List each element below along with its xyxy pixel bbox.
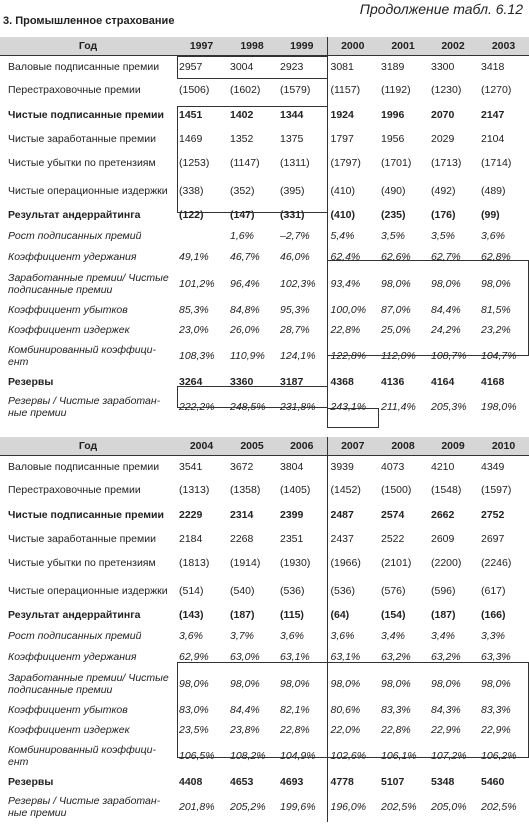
value-cell: 28,7%: [280, 323, 310, 336]
value-cell: 3,4%: [431, 630, 455, 642]
value-cell: 104,7%: [481, 349, 517, 362]
value-cell: 22,8%: [327, 320, 378, 340]
value-cell: 2029: [431, 132, 455, 145]
value-cell: 1344: [280, 108, 304, 121]
value-cell: 3,7%: [230, 630, 254, 642]
table-row: [0, 647, 529, 668]
value-cell: 2697: [481, 532, 505, 545]
table-row: [0, 392, 529, 422]
value-cell: (490): [381, 184, 406, 197]
year-cell: 2010: [478, 437, 529, 456]
value-cell: 4368: [327, 372, 378, 392]
row-label: Перестраховочные премии: [8, 483, 141, 496]
row-label: Результат андеррайтинга: [8, 209, 141, 221]
value-cell: (1797): [327, 149, 378, 177]
value-cell: 202,5%: [481, 800, 517, 813]
value-cell: 62,9%: [179, 651, 209, 663]
value-cell: (2246): [481, 556, 512, 569]
value-cell: 1924: [327, 101, 378, 129]
value-cell: 4653: [230, 775, 254, 788]
value-cell: 2184: [179, 532, 203, 545]
value-cell: 83,3%: [481, 703, 511, 716]
year-cell: 2000: [327, 37, 378, 56]
value-cell: (489): [481, 184, 506, 197]
value-cell: (1270): [481, 83, 512, 96]
value-cell: (1500): [381, 483, 412, 496]
value-cell: 2923: [277, 56, 327, 79]
value-cell: (1452): [327, 479, 378, 501]
row-label: Чистые подписанные премии: [8, 508, 164, 521]
value-cell: (1602): [230, 83, 261, 96]
value-cell: 2399: [280, 508, 304, 521]
continuation-note: Продолжение табл. 6.12: [359, 1, 523, 17]
value-cell: (154): [381, 609, 406, 621]
value-cell: 4168: [481, 375, 505, 388]
value-cell: 198,0%: [481, 400, 517, 413]
value-cell: (147): [230, 209, 255, 221]
value-cell: 112,0%: [381, 349, 416, 362]
table-row: [0, 129, 529, 149]
value-cell: 98,0%: [381, 677, 411, 690]
value-cell: 3,3%: [481, 630, 505, 642]
row-label: Коэффициент издержек: [8, 323, 130, 336]
value-cell: 102,3%: [280, 277, 316, 290]
year-cell: 2002: [428, 37, 478, 56]
year-header: Год: [0, 437, 176, 456]
value-cell: 46,0%: [280, 251, 310, 263]
table-row: [0, 205, 529, 226]
value-cell: 98,0%: [481, 677, 511, 690]
row-label: Валовые подписанные премии: [0, 456, 176, 479]
value-cell: (187): [431, 609, 456, 621]
row-label: Комбинированный коэффици- ент: [8, 343, 156, 368]
value-cell: 84,8%: [230, 303, 260, 316]
value-cell: (1930): [280, 556, 311, 569]
value-cell: (1548): [431, 483, 462, 496]
value-cell: (176): [431, 209, 456, 221]
year-cell: 2004: [176, 437, 227, 456]
year-cell: 2005: [227, 437, 277, 456]
value-cell: 62,4%: [327, 247, 378, 268]
value-cell: (1230): [431, 83, 462, 96]
value-cell: (617): [481, 584, 506, 597]
value-cell: 98,0%: [280, 677, 310, 690]
value-cell: 1956: [381, 132, 405, 145]
value-cell: (1147): [230, 156, 260, 169]
value-cell: (540): [230, 584, 255, 597]
value-cell: 98,0%: [431, 677, 461, 690]
value-cell: 3672: [227, 456, 277, 479]
value-cell: 83,0%: [179, 703, 209, 716]
row-label: Коэффициент удержания: [8, 251, 137, 263]
table-row: [0, 300, 529, 320]
value-cell: 106,5%: [179, 749, 215, 762]
table-row: [0, 56, 529, 79]
value-cell: 205,3%: [431, 400, 467, 413]
value-cell: 3189: [378, 56, 428, 79]
table-row: [0, 720, 529, 740]
year-header: Год: [0, 37, 176, 56]
row-label: Комбинированный коэффици- ент: [8, 743, 156, 768]
value-cell: 23,5%: [179, 723, 209, 736]
value-cell: (64): [327, 605, 378, 626]
table-row: [0, 626, 529, 647]
row-label: Коэффициент убытков: [8, 703, 128, 716]
value-cell: (143): [179, 609, 204, 621]
table-row: [0, 792, 529, 822]
value-cell: 107,2%: [431, 749, 467, 762]
value-cell: –2,7%: [280, 230, 310, 242]
value-cell: 3,6%: [481, 230, 505, 242]
year-cell: 2009: [428, 437, 478, 456]
value-cell: (576): [381, 584, 406, 597]
value-cell: (1192): [381, 83, 411, 96]
value-cell: 106,1%: [381, 749, 417, 762]
value-cell: (1405): [280, 483, 311, 496]
row-label: Чистые убытки по претензиям: [8, 156, 156, 169]
row-label: Результат андеррайтинга: [8, 609, 141, 621]
year-cell: 2003: [478, 37, 529, 56]
value-cell: (1701): [381, 156, 412, 169]
value-cell: 3004: [227, 56, 277, 79]
value-cell: (1358): [230, 483, 261, 496]
value-cell: 124,1%: [280, 349, 316, 362]
table-row: [0, 740, 529, 772]
year-cell: 1999: [277, 37, 327, 56]
row-label: Перестраховочные премии: [8, 83, 141, 96]
value-cell: 3,5%: [381, 230, 405, 242]
value-cell: 93,4%: [327, 268, 378, 300]
table-row: [0, 700, 529, 720]
value-cell: 98,0%: [381, 277, 411, 290]
value-cell: 26,0%: [230, 323, 260, 336]
row-label: Чистые заработанные премии: [8, 532, 156, 545]
value-cell: 108,3%: [179, 349, 215, 362]
value-cell: (395): [280, 184, 305, 197]
value-cell: 100,0%: [327, 300, 378, 320]
value-cell: 108,7%: [431, 349, 467, 362]
table-row: [0, 247, 529, 268]
value-cell: 2574: [381, 508, 405, 521]
value-cell: 122,8%: [327, 340, 378, 372]
value-cell: 3360: [230, 375, 254, 388]
value-cell: 2957: [176, 56, 227, 79]
value-cell: 62,8%: [481, 251, 511, 263]
value-cell: 110,9%: [230, 349, 265, 362]
value-cell: (1311): [280, 156, 310, 169]
value-cell: 102,6%: [327, 740, 378, 772]
value-cell: (1157): [327, 79, 378, 101]
value-cell: 1451: [179, 108, 203, 121]
value-cell: 83,3%: [381, 703, 411, 716]
value-cell: 3081: [327, 56, 378, 79]
value-cell: 243,1%: [327, 392, 378, 422]
value-cell: 98,0%: [481, 277, 511, 290]
value-cell: (492): [431, 184, 456, 197]
value-cell: 63,2%: [381, 651, 411, 663]
value-cell: (166): [481, 609, 506, 621]
table-row: [0, 372, 529, 392]
value-cell: 2662: [431, 508, 455, 521]
value-cell: 106,2%: [481, 749, 517, 762]
row-label: Чистые операционные издержки: [8, 584, 168, 597]
value-cell: 5107: [381, 775, 405, 788]
table-row: [0, 226, 529, 247]
value-cell: 1469: [179, 132, 203, 145]
row-label: Коэффициент удержания: [8, 651, 137, 663]
value-cell: [176, 226, 227, 247]
value-cell: 199,6%: [280, 800, 316, 813]
row-label: Чистые убытки по претензиям: [8, 556, 156, 569]
value-cell: 62,6%: [381, 251, 411, 263]
value-cell: (1506): [179, 83, 210, 96]
value-cell: (1253): [179, 156, 210, 169]
value-cell: 2070: [431, 108, 455, 121]
value-cell: 5460: [481, 775, 505, 788]
value-cell: 211,4%: [381, 400, 416, 413]
value-cell: (338): [179, 184, 204, 197]
value-cell: 3,5%: [431, 230, 455, 242]
value-cell: 23,0%: [179, 323, 209, 336]
table-row: [0, 149, 529, 177]
value-cell: 104,9%: [280, 749, 316, 762]
value-cell: 101,2%: [179, 277, 215, 290]
value-cell: 3418: [478, 56, 529, 79]
value-cell: 98,0%: [179, 677, 209, 690]
value-cell: (596): [431, 584, 456, 597]
value-cell: 23,8%: [230, 723, 260, 736]
row-label: Резервы / Чистые заработан- ные премии: [8, 794, 161, 819]
value-cell: (187): [230, 609, 255, 621]
value-cell: 22,9%: [481, 723, 511, 736]
value-cell: 63,1%: [280, 651, 310, 663]
value-cell: 25,0%: [381, 323, 411, 336]
value-cell: 24,2%: [431, 323, 461, 336]
value-cell: 2147: [481, 108, 505, 121]
row-label: Коэффициент издержек: [8, 723, 130, 736]
value-cell: 108,2%: [230, 749, 266, 762]
row-label: Коэффициент убытков: [8, 303, 128, 316]
value-cell: 2752: [481, 508, 505, 521]
value-cell: 1352: [230, 132, 254, 145]
value-cell: 96,4%: [230, 277, 260, 290]
value-cell: 2437: [327, 529, 378, 549]
value-cell: 205,0%: [431, 800, 467, 813]
year-cell: 2001: [378, 37, 428, 56]
value-cell: 2351: [280, 532, 304, 545]
table-row: [0, 320, 529, 340]
table-row: [0, 177, 529, 205]
table-row: [0, 772, 529, 792]
value-cell: 4073: [378, 456, 428, 479]
value-cell: 22,9%: [431, 723, 461, 736]
value-cell: 2487: [327, 501, 378, 529]
value-cell: 2229: [179, 508, 203, 521]
value-cell: 3187: [280, 375, 304, 388]
value-cell: 80,6%: [327, 700, 378, 720]
table-row: [0, 479, 529, 501]
value-cell: (2200): [431, 556, 462, 569]
value-cell: (1914): [230, 556, 261, 569]
row-label: Чистые подписанные премии: [8, 108, 164, 121]
value-cell: (352): [230, 184, 255, 197]
value-cell: 84,4%: [230, 703, 260, 716]
table-row: [0, 549, 529, 577]
value-cell: 248,5%: [230, 400, 266, 413]
value-cell: 3,6%: [327, 626, 378, 647]
value-cell: 5348: [431, 775, 455, 788]
value-cell: 63,0%: [230, 651, 260, 663]
value-cell: 95,3%: [280, 303, 310, 316]
value-cell: 3541: [176, 456, 227, 479]
table-1997-2003: [0, 37, 529, 422]
value-cell: 98,0%: [431, 277, 461, 290]
value-cell: 2522: [381, 532, 405, 545]
value-cell: 63,1%: [327, 647, 378, 668]
value-cell: 4136: [381, 375, 405, 388]
year-cell: 2007: [327, 437, 378, 456]
value-cell: 222,2%: [179, 400, 215, 413]
value-cell: (410): [327, 177, 378, 205]
value-cell: 84,3%: [431, 703, 461, 716]
value-cell: 4693: [280, 775, 304, 788]
table-header-row: [0, 437, 529, 456]
value-cell: 82,1%: [280, 703, 310, 716]
value-cell: 4164: [431, 375, 455, 388]
table-2004-2010: [0, 437, 529, 822]
value-cell: 46,7%: [230, 251, 260, 263]
value-cell: 84,4%: [431, 303, 461, 316]
table-header-row: [0, 37, 529, 56]
value-cell: 63,2%: [431, 651, 461, 663]
value-cell: (2101): [381, 556, 412, 569]
value-cell: 231,8%: [280, 400, 316, 413]
value-cell: (536): [327, 577, 378, 605]
value-cell: 1375: [280, 132, 304, 145]
row-label: Заработанные премии/ Чистые подписанные премии: [8, 671, 169, 696]
value-cell: 98,0%: [230, 677, 260, 690]
value-cell: 4210: [428, 456, 478, 479]
row-label: Заработанные премии/ Чистые подписанные премии: [8, 271, 169, 296]
value-cell: 87,0%: [381, 303, 411, 316]
value-cell: 62,7%: [431, 251, 461, 263]
value-cell: 3939: [327, 456, 378, 479]
table-row: [0, 456, 529, 479]
value-cell: 49,1%: [179, 251, 209, 263]
value-cell: (331): [280, 209, 305, 221]
table-row: [0, 605, 529, 626]
value-cell: (1313): [179, 483, 210, 496]
value-cell: 22,8%: [381, 723, 411, 736]
value-cell: (1597): [481, 483, 512, 496]
value-cell: 196,0%: [327, 792, 378, 822]
value-cell: 23,2%: [481, 323, 511, 336]
value-cell: 3,4%: [381, 630, 405, 642]
value-cell: 4408: [179, 775, 203, 788]
year-cell: 2006: [277, 437, 327, 456]
value-cell: (1579): [280, 83, 311, 96]
value-cell: 98,0%: [327, 668, 378, 700]
value-cell: (1713): [431, 156, 462, 169]
row-label: Чистые заработанные премии: [8, 132, 156, 145]
value-cell: (536): [280, 584, 305, 597]
value-cell: (122): [179, 209, 204, 221]
value-cell: 22,8%: [280, 723, 310, 736]
value-cell: (1714): [481, 156, 512, 169]
value-cell: (514): [179, 584, 204, 597]
row-label: Резервы: [8, 375, 54, 388]
table-row: [0, 79, 529, 101]
year-cell: 1997: [176, 37, 227, 56]
year-cell: 1998: [227, 37, 277, 56]
value-cell: (410): [327, 205, 378, 226]
table-row: [0, 101, 529, 129]
value-cell: 4778: [327, 772, 378, 792]
value-cell: 3300: [428, 56, 478, 79]
value-cell: 2314: [230, 508, 254, 521]
value-cell: 205,2%: [230, 800, 266, 813]
value-cell: 201,8%: [179, 800, 215, 813]
value-cell: 5,4%: [327, 226, 378, 247]
value-cell: (99): [481, 209, 500, 221]
row-label: Рост подписанных премий: [8, 630, 142, 642]
table-row: [0, 501, 529, 529]
row-label: Чистые операционные издержки: [8, 184, 168, 197]
table-row: [0, 529, 529, 549]
value-cell: 3,6%: [280, 630, 304, 642]
value-cell: (1966): [327, 549, 378, 577]
table-row: [0, 340, 529, 372]
value-cell: 3,6%: [179, 630, 203, 642]
value-cell: 63,3%: [481, 651, 511, 663]
value-cell: 2104: [481, 132, 505, 145]
value-cell: (1813): [179, 556, 210, 569]
value-cell: 3264: [179, 375, 203, 388]
row-label: Рост подписанных премий: [8, 230, 142, 242]
year-cell: 2008: [378, 437, 428, 456]
value-cell: 1,6%: [230, 230, 254, 242]
value-cell: 202,5%: [381, 800, 417, 813]
table-row: [0, 577, 529, 605]
value-cell: (235): [381, 209, 406, 221]
table-row: [0, 268, 529, 300]
row-label: Резервы / Чистые заработан- ные премии: [8, 394, 161, 419]
value-cell: 1996: [381, 108, 405, 121]
value-cell: 3804: [277, 456, 327, 479]
section-title: 3. Промышленное страхование: [3, 15, 175, 27]
row-label: Валовые подписанные премии: [0, 56, 176, 79]
table-row: [0, 668, 529, 700]
row-label: Резервы: [8, 775, 54, 788]
value-cell: (115): [280, 609, 304, 621]
value-cell: 81,5%: [481, 303, 511, 316]
value-cell: 1402: [230, 108, 254, 121]
value-cell: 1797: [327, 129, 378, 149]
value-cell: 2609: [431, 532, 455, 545]
value-cell: 4349: [478, 456, 529, 479]
value-cell: 85,3%: [179, 303, 209, 316]
value-cell: 2268: [230, 532, 254, 545]
value-cell: 22,0%: [327, 720, 378, 740]
